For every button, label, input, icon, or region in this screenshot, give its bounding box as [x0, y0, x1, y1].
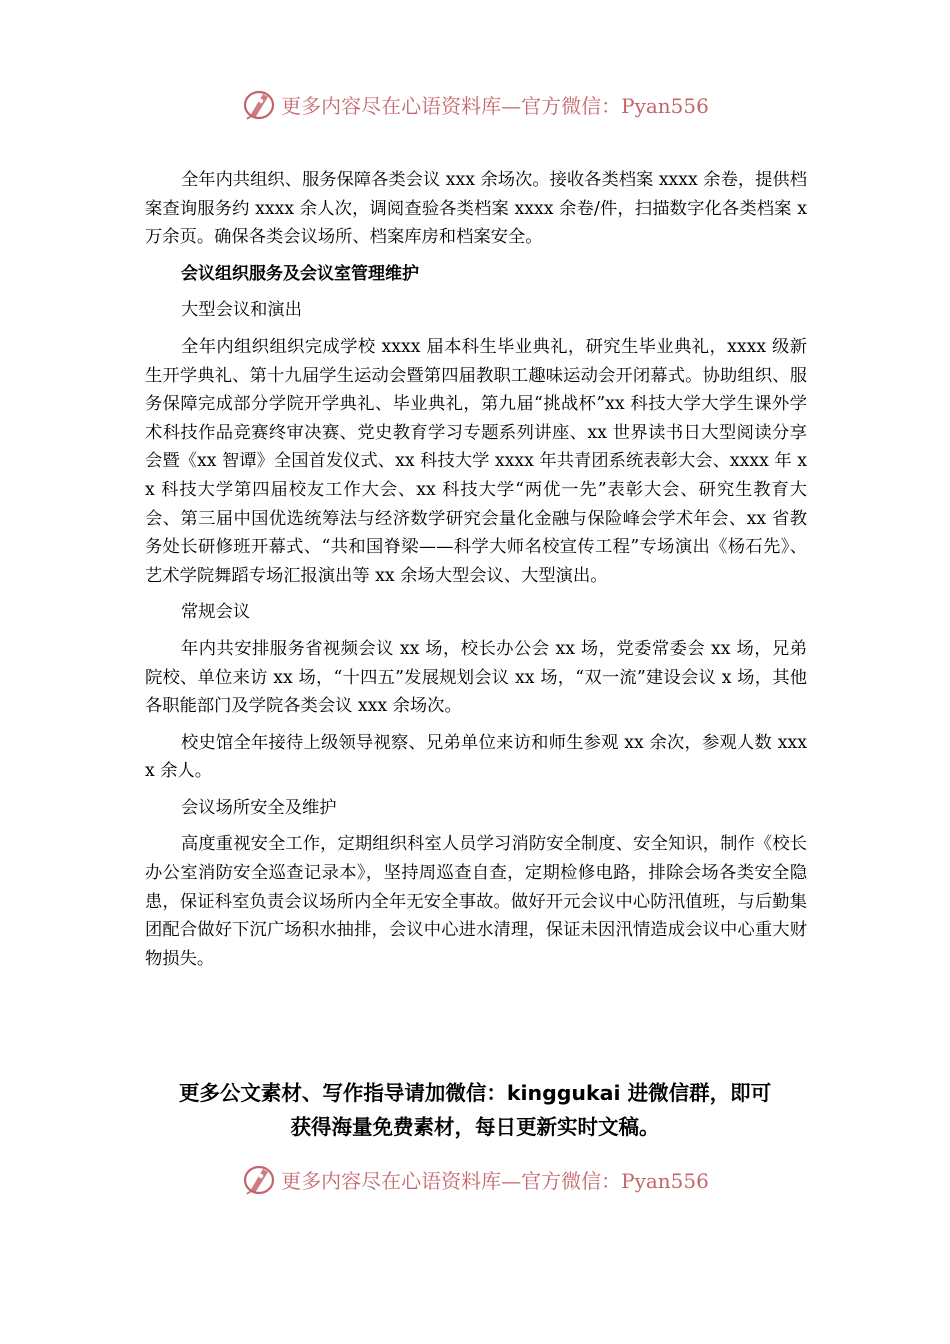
banner-text: 更多内容尽在心语资料库—官方微信：Pyan556 [281, 1168, 709, 1193]
promo-line-2: 获得海量免费素材，每日更新实时文稿。 [290, 1115, 660, 1139]
paragraph-archives-summary: 全年内共组织、服务保障各类会议 xxx 余场次。接收各类档案 xxxx 余卷，提供档案查询服务约 xxxx 余人次，调阅查验各类档案 xxxx 余卷/件，扫描数字化各类档案 x 万余页。确保各类会议场所、档案库房和档案安全。 [145, 170, 807, 248]
header-banner [0, 82, 950, 126]
promo-line-1: 更多公文素材、写作指导请加微信：kinggukai 进微信群，即可 [178, 1081, 772, 1105]
section-heading: 会议组织服务及会议室管理维护 [181, 263, 419, 284]
promo-block [130, 1076, 820, 1144]
subheading-large-meetings: 大型会议和演出 [181, 300, 302, 321]
subheading-venue-safety: 会议场所安全及维护 [181, 797, 337, 818]
subheading-regular-meetings: 常规会议 [181, 602, 251, 623]
footer-banner [0, 1157, 950, 1201]
document-body [145, 166, 807, 981]
paragraph-regular-meetings: 年内共安排服务省视频会议 xx 场，校长办公会 xx 场，党委常委会 xx 场，兄弟院校、单位来访 xx 场，“十四五”发展规划会议 xx 场，“双一流”建设会议 x 场，其他各职能部门及学院各类会议 xxx 余场次。 [145, 638, 807, 717]
paragraph-venue-safety: 高度重视安全工作，定期组织科室人员学习消防安全制度、安全知识，制作《校长办公室消防安全巡查记录本》，坚持周巡查自查，定期检修电路，排除会场各类安全隐患，保证科室负责会议场所内全年无安全事故。做好开元会议中心防汛值班，与后勤集团配合做好下沉广场积水抽排，会议中心进水清理，保证未因汛情造成会议中心重大财物损失。 [145, 834, 807, 969]
banner-text: 更多内容尽在心语资料库—官方微信：Pyan556 [281, 93, 709, 118]
pen-nib-logo-icon [241, 1161, 277, 1197]
pen-nib-logo-icon [241, 86, 277, 122]
paragraph-history-museum: 校史馆全年接待上级领导视察、兄弟单位来访和师生参观 xx 余次，参观人数 xxxx 余人。 [145, 732, 807, 782]
paragraph-large-meetings: 全年内组织组织完成学校 xxxx 届本科生毕业典礼，研究生毕业典礼，xxxx 级新生开学典礼、第十九届学生运动会暨第四届教职工趣味运动会开闭幕式。协助组织、服务保障完成部分学院开学典礼、毕业典礼，第九届“挑战杯”xx 科技大学大学生课外学术科技作品竞赛终审决赛、党史教育学习专题系列讲座、xx 世界读书日大型阅读分享会暨《xx 智谭》全国首发仪式、xx 科技大学 xxxx 年共青团系统表彰大会、xxxx 年 xx 科技大学第四届校友工作大会、xx 科技大学“两优一先”表彰大会、研究生教育大会、第三届中国优选统筹法与经济数学研究会量化金融与保险峰会学术年会、xx 省教务处长研修班开幕式、“共和国脊梁——科学大师名校宣传工程”专场演出《杨石先》、艺术学院舞蹈专场汇报演出等 xx 余场大型会议、大型演出。 [145, 336, 807, 586]
